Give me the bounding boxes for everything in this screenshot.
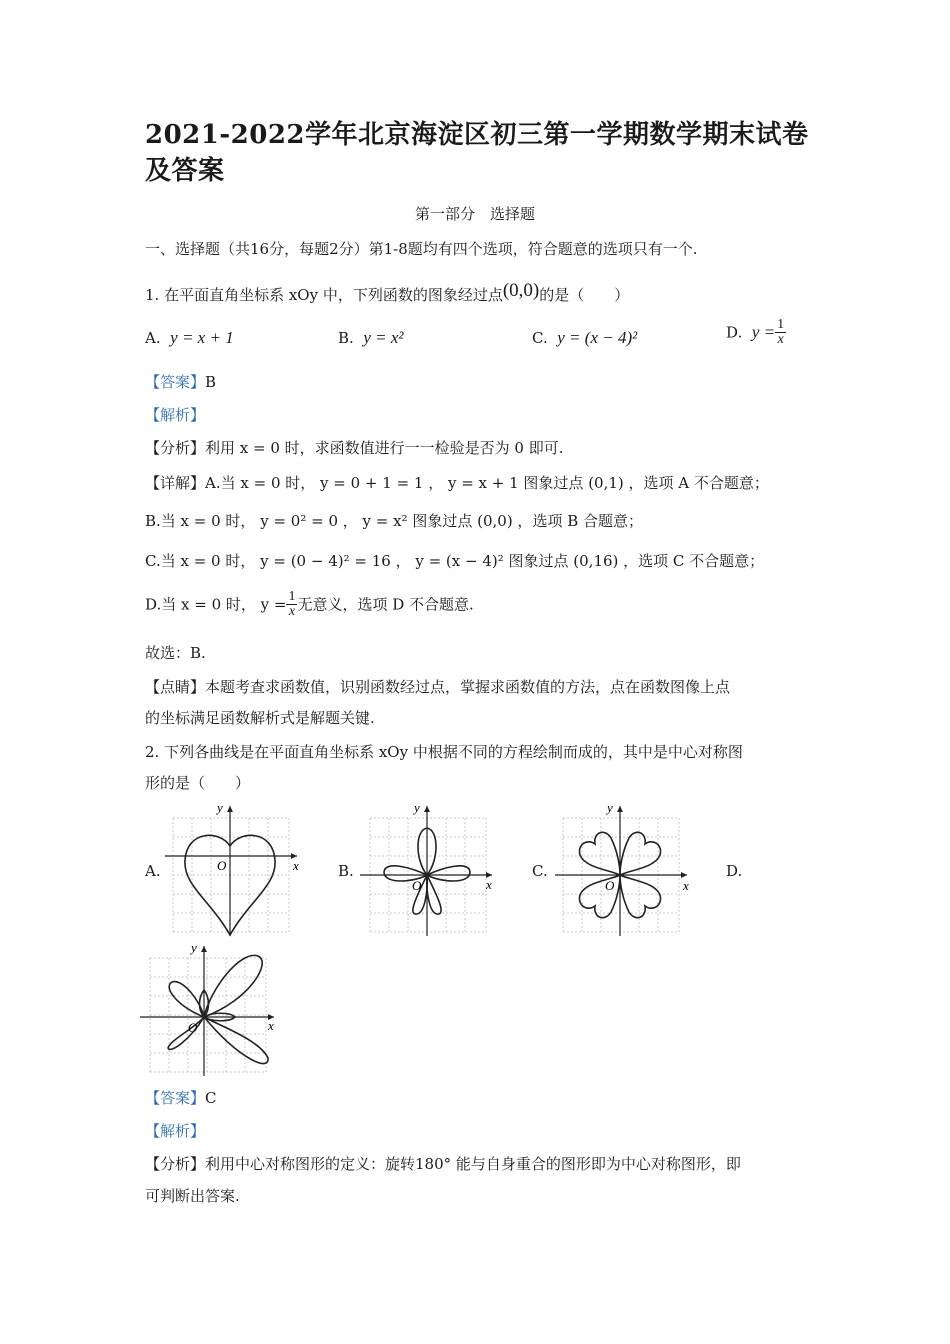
q1-option-c: C. y = (x − 4)² — [532, 328, 638, 347]
q1-detail-b: B.当 x = 0 时， y = 0² = 0 ， y = x² 图象过点 (0,0) ，选项 B 合题意； — [145, 512, 643, 530]
svg-text:x: x — [268, 1018, 274, 1033]
svg-text:O: O — [605, 878, 615, 893]
svg-text:x: x — [683, 878, 689, 893]
q1-dianjing-1: 【点睛】本题考查求函数值，识别函数经过点，掌握求函数值的方法，点在函数图像上点 — [145, 678, 731, 696]
q2-option-a-label: A. — [145, 862, 161, 880]
page-title: 2021-2022学年北京海淀区初三第一学期数学期末试卷及答案 — [145, 120, 809, 186]
q1-detail-d: D.当 x = 0 时， y = $\frac{1}{x}$ 无意义，选项 D 不合题意. — [145, 589, 474, 619]
svg-text:y: y — [607, 800, 613, 815]
svg-text:y: y — [191, 940, 197, 955]
q1-detail-a: 【详解】A.当 x = 0 时， y = 0 + 1 = 1 ， y = x + 1 图象过点 (0,1) ，选项 A 不合题意； — [145, 474, 769, 492]
section-intro: 一、选择题（共16分，每题2分）第1-8题均有四个选项，符合题意的选项只有一个. — [145, 240, 698, 258]
q2-stem-2: 形的是（ ） — [145, 774, 251, 792]
q1-answer: 【答案】B — [145, 373, 217, 391]
graph-a-heart — [165, 800, 305, 940]
q1-stem-suffix: 的是（ ） — [539, 286, 630, 304]
q1-stem — [145, 280, 629, 306]
q2-answer: 【答案】C — [145, 1089, 217, 1107]
svg-text:O: O — [188, 1020, 198, 1035]
q1-option-d: D. y = $\frac{1}{x}$ — [726, 317, 785, 347]
q2-option-b-label: B. — [338, 862, 354, 880]
svg-text:x: x — [486, 877, 492, 892]
graph-c-four-hearts — [555, 800, 695, 940]
svg-text:O: O — [412, 878, 422, 893]
q2-fenxi-2: 可判断出答案. — [145, 1187, 240, 1205]
q1-detail-c: C.当 x = 0 时， y = (0 − 4)² = 16 ， y = (x − 4)² 图象过点 (0,16) ，选项 C 不合题意； — [145, 552, 765, 570]
graph-a-origin: O — [217, 858, 227, 873]
q2-fenxi-1: 【分析】利用中心对称图形的定义：旋转180° 能与自身重合的图形即为中心对称图形，即 — [145, 1155, 741, 1173]
q1-dianjing-2: 的坐标满足函数解析式是解题关键. — [145, 709, 375, 727]
svg-text:y: y — [414, 800, 420, 815]
section-heading: 第一部分 选择题 — [414, 205, 535, 223]
graph-d-butterfly — [140, 940, 285, 1080]
q2-stem-1: 2. 下列各曲线是在平面直角坐标系 xOy 中根据不同的方程绘制而成的，其中是中心对称图 — [145, 743, 743, 761]
graph-b-rose — [360, 800, 500, 940]
q1-analysis-tag: 【解析】 — [145, 406, 206, 424]
q1-point: (0,0) — [502, 280, 540, 301]
graph-a-x-label: x — [293, 858, 299, 873]
q1-option-a: A. y = x + 1 — [145, 328, 234, 347]
q2-option-d-label: D. — [726, 862, 743, 880]
q2-option-c-label: C. — [532, 862, 548, 880]
q1-stem-prefix: 1. 在平面直角坐标系 xOy 中，下列函数的图象经过点 — [145, 286, 503, 304]
q1-fenxi: 【分析】利用 x = 0 时，求函数值进行一一检验是否为 0 即可. — [145, 439, 564, 457]
q1-option-b: B. y = x² — [338, 328, 404, 347]
q2-analysis-tag: 【解析】 — [145, 1122, 206, 1140]
graph-a-y-label: y — [217, 800, 223, 815]
q1-conclusion: 故选：B. — [145, 644, 206, 662]
